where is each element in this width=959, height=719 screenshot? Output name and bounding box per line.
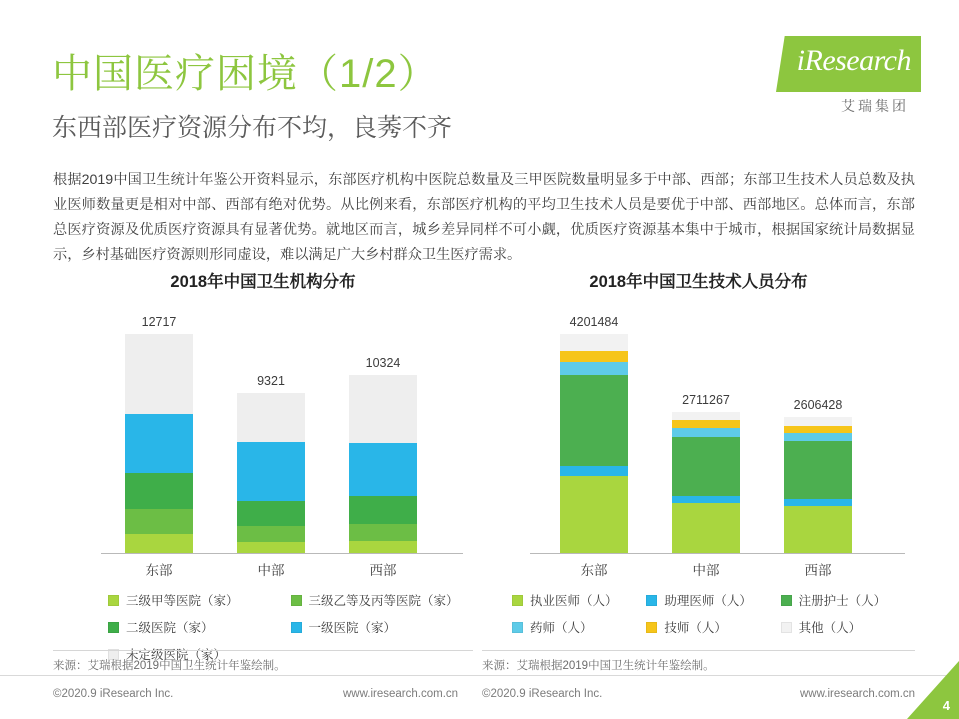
- legend-swatch-icon: [108, 622, 119, 633]
- bar-segment: [672, 496, 740, 504]
- bar-segment: [349, 496, 417, 524]
- bar-中部: [672, 392, 740, 553]
- x-axis-category-labels-right: [482, 559, 915, 585]
- bar-total-label: 12717: [141, 315, 177, 330]
- category-label: 中部: [692, 563, 720, 578]
- footer-url-right[interactable]: www.iresearch.com.cn: [800, 688, 916, 700]
- legend-label: 三级甲等医院（家）: [126, 594, 239, 608]
- legend-item[interactable]: [512, 591, 646, 609]
- bar-segment: [125, 414, 193, 473]
- bar-segment: [237, 542, 305, 553]
- legend-swatch-icon: [781, 622, 792, 633]
- bar-segment: [784, 499, 852, 506]
- source-note-left: 来源：艾瑞根据2019中国卫生统计年鉴绘制。: [53, 650, 473, 673]
- x-axis-category-labels-left: [53, 559, 473, 585]
- chart-title-left: 2018年中国卫生机构分布: [170, 273, 356, 291]
- category-label: 中部: [257, 563, 285, 578]
- bar-total-label: 2606428: [793, 398, 843, 413]
- chart-legend-right: [482, 591, 915, 645]
- category-label: 西部: [804, 563, 832, 578]
- legend-label: 技师（人）: [664, 621, 727, 635]
- body-paragraph: 根据2019中国卫生统计年鉴公开资料显示，东部医疗机构中医院总数量及三甲医院数量明显多于中部、西部；东部卫生技术人员总数及执业医师数量更是相对中部、西部有绝对优势。从比例来看，东部医疗机构的平均卫生技术人员是要优于中部、西部地区。总体而言，东部总医疗资源及优质医疗资源具有显著优势。就地区而言，城乡差异同样不可小觑，优质医疗资源基本集中于城市，根据国家统计局数据显示，乡村基础医疗资源则形同虚设，难以满足广大乡村群众卫生医疗需求。: [53, 172, 915, 263]
- bar-segment: [560, 466, 628, 475]
- chart-plot-left: [53, 304, 473, 554]
- category-label: 西部: [369, 563, 397, 578]
- bar-segment: [125, 334, 193, 414]
- bar-segment: [237, 442, 305, 501]
- chart-panel-institutions: [53, 268, 473, 672]
- page-subtitle: 东西部医疗资源分布不均，良莠不齐: [52, 114, 453, 142]
- logo-chinese-name: 艾瑞集团: [841, 98, 909, 114]
- bar-total-label: 2711267: [682, 392, 730, 407]
- bar-segment: [349, 375, 417, 443]
- legend-item[interactable]: [512, 618, 646, 636]
- bar-total-label: 10324: [365, 356, 401, 371]
- bar-segment: [560, 476, 628, 553]
- bar-segment: [672, 412, 740, 420]
- bar-segment: [672, 428, 740, 437]
- bar-西部: [784, 398, 852, 553]
- bar-segment: [125, 509, 193, 534]
- legend-swatch-icon: [646, 595, 657, 606]
- legend-label: 未定级医院（家）: [126, 648, 227, 662]
- bar-segment: [125, 534, 193, 553]
- legend-label: 执业医师（人）: [530, 594, 618, 608]
- bar-segment: [560, 362, 628, 375]
- footer: [0, 675, 959, 719]
- bar-segment: [349, 541, 417, 553]
- legend-item[interactable]: [646, 618, 780, 636]
- bar-segment: [560, 351, 628, 362]
- page-number: 4: [942, 698, 950, 713]
- bar-segment: [784, 417, 852, 426]
- bar-segment: [784, 506, 852, 553]
- bar-东部: [560, 315, 628, 553]
- bar-total-label: 9321: [257, 373, 285, 388]
- bar-segment: [237, 393, 305, 443]
- legend-swatch-icon: [646, 622, 657, 633]
- legend-swatch-icon: [291, 622, 302, 633]
- legend-label: 三级乙等及丙等医院（家）: [308, 594, 459, 608]
- legend-item[interactable]: [291, 618, 474, 636]
- bar-segment: [784, 433, 852, 441]
- legend-label: 二级医院（家）: [126, 621, 214, 635]
- legend-label: 其他（人）: [798, 621, 862, 635]
- legend-swatch-icon: [291, 595, 302, 606]
- chart-plot-right: [482, 304, 915, 554]
- bar-segment: [672, 437, 740, 496]
- legend-item[interactable]: [108, 618, 291, 636]
- legend-item[interactable]: [781, 591, 915, 609]
- legend-label: 助理医师（人）: [664, 594, 752, 608]
- x-axis-line-right: [530, 553, 905, 554]
- bar-segment: [237, 501, 305, 526]
- legend-item[interactable]: [291, 591, 474, 609]
- legend-item[interactable]: [781, 618, 915, 636]
- bar-segment: [784, 441, 852, 498]
- bar-segment: [672, 420, 740, 428]
- legend-swatch-icon: [512, 595, 523, 606]
- footer-copyright-left: ©2020.9 iResearch Inc.: [53, 688, 174, 700]
- bar-segment: [784, 426, 852, 433]
- chart-title-right: 2018年中国卫生技术人员分布: [589, 273, 808, 291]
- bar-segment: [125, 473, 193, 509]
- source-note-right: 来源：艾瑞根据2019中国卫生统计年鉴绘制。: [482, 650, 915, 673]
- bar-segment: [560, 334, 628, 351]
- legend-swatch-icon: [512, 622, 523, 633]
- iresearch-logo: [776, 36, 921, 118]
- bar-西部: [349, 356, 417, 553]
- legend-label: 一级医院（家）: [308, 621, 397, 635]
- legend-swatch-icon: [781, 595, 792, 606]
- page-title: 中国医疗困境（1/2）: [52, 52, 439, 96]
- category-label: 东部: [145, 563, 173, 578]
- legend-label: 药师（人）: [530, 621, 593, 635]
- x-axis-line-left: [101, 553, 463, 554]
- bar-东部: [125, 315, 193, 553]
- chart-panel-personnel: [482, 268, 915, 645]
- bar-segment: [349, 524, 417, 541]
- bar-segment: [237, 526, 305, 542]
- legend-item[interactable]: [108, 591, 291, 609]
- category-label: 东部: [580, 563, 608, 578]
- legend-label: 注册护士（人）: [798, 594, 887, 608]
- bar-segment: [349, 443, 417, 496]
- legend-item[interactable]: [646, 591, 780, 609]
- footer-copyright-right: ©2020.9 iResearch Inc.: [482, 688, 603, 700]
- bar-segment: [672, 503, 740, 553]
- legend-swatch-icon: [108, 595, 119, 606]
- bar-total-label: 4201484: [569, 315, 619, 330]
- bar-中部: [237, 373, 305, 554]
- footer-url-left[interactable]: www.iresearch.com.cn: [343, 688, 459, 700]
- logo-text: iResearch: [796, 44, 911, 77]
- bar-segment: [560, 375, 628, 466]
